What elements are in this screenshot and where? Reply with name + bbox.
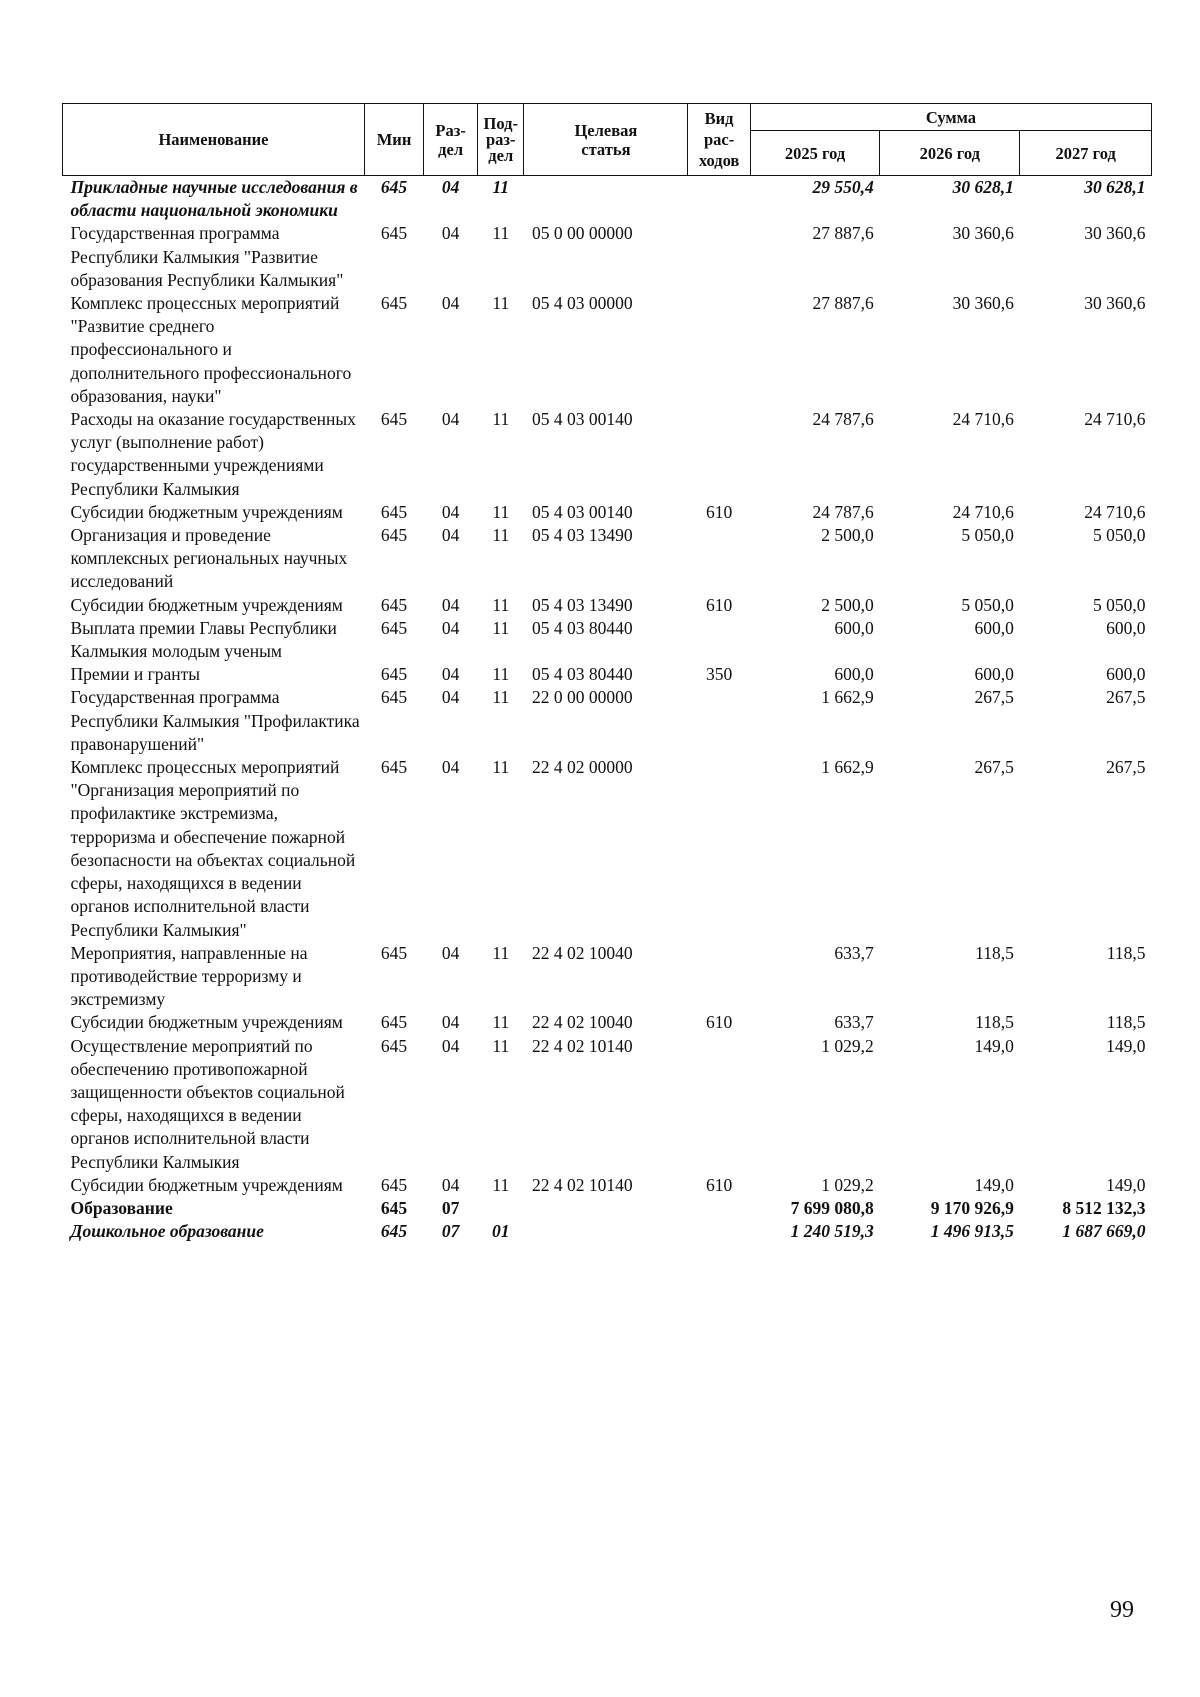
cell-sum-2026: 30 360,6	[952, 293, 1014, 314]
cell-name: Мероприятия, направленные на противодействие терроризму и экстремизму	[70, 942, 308, 1010]
cell-podrazdel: 11	[492, 525, 510, 546]
cell-name: Субсидии бюджетным учреждениям	[70, 1174, 343, 1195]
cell-sum-2027: 30 360,6	[1084, 223, 1146, 244]
cell-min: 645	[380, 1012, 408, 1033]
page-number: 99	[1110, 1597, 1134, 1623]
cell-min: 645	[380, 409, 408, 430]
cell-sum-2026: 5 050,0	[961, 594, 1014, 615]
cell-celevaya-statya: 22 4 02 00000	[531, 757, 633, 778]
cell-podrazdel: 11	[492, 223, 510, 244]
cell-celevaya-statya: 22 0 00 00000	[531, 687, 633, 708]
table-row	[63, 1197, 1152, 1220]
cell-vid-rashodov: 610	[705, 1012, 733, 1033]
cell-sum-2027: 8 512 132,3	[1062, 1197, 1146, 1218]
cell-celevaya-statya	[524, 176, 688, 223]
cell-name: Государственная программа Республики Калмыкия "Развитие образования Республики Калмыкия"	[70, 223, 344, 290]
cell-min: 645	[380, 1174, 408, 1195]
cell-vid-rashodov	[688, 524, 751, 594]
cell-min: 645	[380, 1197, 408, 1218]
table-body	[63, 176, 1152, 1244]
cell-razdel: 07	[441, 1197, 460, 1218]
cell-name: Осуществление мероприятий по обеспечению противопожарной защищенности объектов социальной сферы, находящихся в ведении органов исполнительной власти Республики Калмыкия	[70, 1035, 345, 1172]
cell-sum-2027: 267,5	[1106, 687, 1146, 708]
table-row	[63, 176, 1152, 223]
cell-celevaya-statya: 22 4 02 10040	[531, 942, 633, 963]
cell-sum-2025: 1 029,2	[821, 1174, 874, 1195]
cell-sum-2027: 267,5	[1106, 757, 1146, 778]
header-year-2026: 2026 год	[880, 131, 1020, 176]
budget-table	[62, 103, 1152, 1243]
cell-podrazdel	[478, 1197, 524, 1220]
cell-podrazdel: 11	[492, 594, 510, 615]
cell-razdel: 04	[441, 664, 460, 685]
cell-razdel: 04	[441, 617, 460, 638]
cell-celevaya-statya: 22 4 02 10140	[531, 1174, 633, 1195]
header-podrazdel: Под- раз- дел	[478, 104, 524, 176]
cell-sum-2027: 24 710,6	[1084, 409, 1146, 430]
cell-name: Выплата премии Главы Республики Калмыкия молодым ученым	[70, 617, 337, 662]
cell-name: Прикладные научные исследования в области национальной экономики	[70, 177, 358, 221]
cell-razdel: 04	[441, 223, 460, 244]
cell-sum-2027: 24 710,6	[1084, 501, 1146, 522]
cell-celevaya-statya: 22 4 02 10140	[531, 1035, 633, 1056]
cell-sum-2026: 267,5	[974, 687, 1014, 708]
cell-sum-2027: 118,5	[1106, 1012, 1146, 1033]
cell-min: 645	[380, 942, 408, 963]
cell-min: 645	[380, 293, 408, 314]
cell-podrazdel: 11	[492, 617, 510, 638]
cell-name: Премии и гранты	[70, 664, 201, 685]
header-summa: Сумма	[750, 104, 1151, 131]
cell-podrazdel: 11	[492, 757, 510, 778]
cell-podrazdel: 11	[492, 177, 510, 197]
cell-min: 645	[380, 1221, 408, 1242]
cell-sum-2026: 1 496 913,5	[930, 1221, 1014, 1242]
table-row	[63, 1011, 1152, 1034]
cell-razdel: 04	[441, 177, 460, 197]
table-row	[63, 292, 1152, 408]
table-row	[63, 663, 1152, 686]
cell-sum-2025: 24 787,6	[812, 501, 874, 522]
cell-podrazdel: 11	[492, 1035, 510, 1056]
cell-razdel: 04	[441, 942, 460, 963]
cell-sum-2025: 633,7	[834, 1012, 874, 1033]
cell-celevaya-statya: 05 4 03 80440	[531, 664, 633, 685]
header-year-2027: 2027 год	[1020, 131, 1152, 176]
cell-sum-2027: 118,5	[1106, 942, 1146, 963]
cell-name: Субсидии бюджетным учреждениям	[70, 594, 343, 615]
cell-min: 645	[380, 223, 408, 244]
cell-sum-2025: 600,0	[834, 617, 874, 638]
cell-sum-2025: 7 699 080,8	[790, 1197, 874, 1218]
header-min: Мин	[364, 104, 423, 176]
cell-vid-rashodov	[688, 1197, 751, 1220]
cell-name: Субсидии бюджетным учреждениям	[70, 501, 343, 522]
cell-sum-2027: 5 050,0	[1093, 525, 1146, 546]
cell-vid-rashodov	[688, 756, 751, 942]
cell-min: 645	[380, 617, 408, 638]
cell-name: Дошкольное образование	[70, 1221, 264, 1242]
cell-celevaya-statya: 22 4 02 10040	[531, 1012, 633, 1033]
cell-vid-rashodov	[688, 408, 751, 501]
table-row	[63, 501, 1152, 524]
cell-vid-rashodov: 610	[705, 501, 733, 522]
cell-sum-2026: 5 050,0	[961, 525, 1014, 546]
cell-razdel: 04	[441, 594, 460, 615]
table-row	[63, 222, 1152, 292]
cell-celevaya-statya	[524, 1197, 688, 1220]
cell-sum-2027: 149,0	[1106, 1035, 1146, 1056]
cell-vid-rashodov	[688, 617, 751, 663]
table-header	[63, 104, 1152, 176]
cell-sum-2025: 1 662,9	[821, 687, 874, 708]
cell-min: 645	[380, 525, 408, 546]
cell-podrazdel: 11	[492, 1174, 510, 1195]
cell-razdel: 07	[441, 1221, 460, 1242]
cell-podrazdel: 11	[492, 501, 510, 522]
cell-celevaya-statya: 05 4 03 00140	[531, 501, 633, 522]
cell-min: 645	[380, 1035, 408, 1056]
cell-sum-2026: 118,5	[975, 1012, 1014, 1033]
cell-sum-2026: 30 628,1	[952, 177, 1014, 197]
cell-name: Субсидии бюджетным учреждениям	[70, 1012, 343, 1033]
cell-celevaya-statya: 05 0 00 00000	[531, 223, 633, 244]
cell-vid-rashodov	[688, 942, 751, 1012]
cell-celevaya-statya	[524, 1220, 688, 1243]
cell-sum-2027: 30 360,6	[1084, 293, 1146, 314]
header-year-2025: 2025 год	[750, 131, 879, 176]
cell-sum-2025: 1 240 519,3	[790, 1221, 874, 1242]
cell-vid-rashodov	[688, 176, 751, 223]
table-row	[63, 1035, 1152, 1174]
cell-vid-rashodov: 610	[705, 594, 733, 615]
cell-sum-2025: 1 662,9	[821, 757, 874, 778]
cell-sum-2025: 1 029,2	[821, 1035, 874, 1056]
cell-razdel: 04	[441, 1035, 460, 1056]
table-row	[63, 408, 1152, 501]
cell-sum-2025: 633,7	[834, 942, 874, 963]
cell-sum-2027: 30 628,1	[1084, 177, 1146, 197]
cell-sum-2027: 600,0	[1106, 664, 1146, 685]
cell-podrazdel: 11	[492, 1012, 510, 1033]
header-name: Наименование	[63, 104, 365, 176]
cell-name: Образование	[70, 1197, 173, 1218]
cell-celevaya-statya: 05 4 03 13490	[531, 594, 633, 615]
table-row	[63, 756, 1152, 942]
cell-sum-2025: 600,0	[834, 664, 874, 685]
table-row	[63, 942, 1152, 1012]
table-row	[63, 686, 1152, 756]
cell-sum-2027: 1 687 669,0	[1062, 1221, 1146, 1242]
cell-podrazdel: 11	[492, 687, 510, 708]
cell-sum-2025: 29 550,4	[812, 177, 874, 197]
cell-sum-2026: 9 170 926,9	[930, 1197, 1014, 1218]
cell-vid-rashodov	[688, 292, 751, 408]
cell-vid-rashodov	[688, 1035, 751, 1174]
cell-name: Комплекс процессных мероприятий "Развитие среднего профессионального и дополнительного профессионального образования, науки"	[70, 293, 352, 406]
cell-sum-2025: 27 887,6	[812, 223, 874, 244]
cell-podrazdel: 11	[492, 409, 510, 430]
table-row	[63, 1220, 1152, 1243]
header-vid: Вид рас- ходов	[688, 104, 751, 176]
cell-razdel: 04	[441, 501, 460, 522]
table-row	[63, 1174, 1152, 1197]
cell-min: 645	[380, 687, 408, 708]
header-razdel: Раз- дел	[424, 104, 478, 176]
cell-razdel: 04	[441, 687, 460, 708]
cell-min: 645	[380, 594, 408, 615]
cell-min: 645	[380, 757, 408, 778]
cell-sum-2026: 600,0	[974, 664, 1014, 685]
cell-sum-2026: 149,0	[974, 1174, 1014, 1195]
cell-sum-2026: 24 710,6	[952, 409, 1014, 430]
cell-sum-2025: 2 500,0	[821, 525, 874, 546]
cell-sum-2026: 118,5	[975, 942, 1014, 963]
cell-sum-2026: 267,5	[974, 757, 1014, 778]
cell-sum-2025: 2 500,0	[821, 594, 874, 615]
cell-vid-rashodov	[688, 686, 751, 756]
cell-sum-2027: 5 050,0	[1093, 594, 1146, 615]
cell-podrazdel: 11	[492, 293, 510, 314]
cell-min: 645	[380, 177, 408, 197]
cell-celevaya-statya: 05 4 03 00000	[531, 293, 633, 314]
cell-name: Расходы на оказание государственных услуг (выполнение работ) государственными учреждениями Республики Калмыкия	[70, 409, 356, 499]
cell-razdel: 04	[441, 409, 460, 430]
cell-podrazdel: 11	[492, 942, 510, 963]
cell-name: Государственная программа Республики Калмыкия "Профилактика правонарушений"	[70, 687, 360, 754]
cell-sum-2026: 24 710,6	[952, 501, 1014, 522]
cell-vid-rashodov	[688, 222, 751, 292]
cell-razdel: 04	[441, 1174, 460, 1195]
cell-celevaya-statya: 05 4 03 80440	[531, 617, 633, 638]
cell-vid-rashodov: 610	[705, 1174, 733, 1195]
cell-razdel: 04	[441, 525, 460, 546]
table-row	[63, 524, 1152, 594]
cell-name: Комплекс процессных мероприятий "Организация мероприятий по профилактике экстремизма, терроризма и обеспечение пожарной безопасности на объектах социальной сферы, находящихся в ведении органов исполнительной власти Республики Калмыкия"	[70, 757, 356, 940]
header-celevaya: Целевая статья	[524, 104, 688, 176]
cell-sum-2025: 27 887,6	[812, 293, 874, 314]
cell-min: 645	[380, 501, 408, 522]
cell-podrazdel: 01	[492, 1221, 510, 1242]
cell-sum-2027: 149,0	[1106, 1174, 1146, 1195]
cell-razdel: 04	[441, 757, 460, 778]
cell-razdel: 04	[441, 293, 460, 314]
cell-sum-2026: 149,0	[974, 1035, 1014, 1056]
cell-sum-2026: 30 360,6	[952, 223, 1014, 244]
cell-sum-2025: 24 787,6	[812, 409, 874, 430]
cell-sum-2027: 600,0	[1106, 617, 1146, 638]
cell-vid-rashodov: 350	[705, 664, 733, 685]
cell-celevaya-statya: 05 4 03 00140	[531, 409, 633, 430]
cell-celevaya-statya: 05 4 03 13490	[531, 525, 633, 546]
cell-vid-rashodov	[688, 1220, 751, 1243]
cell-podrazdel: 11	[492, 664, 510, 685]
cell-name: Организация и проведение комплексных региональных научных исследований	[70, 525, 348, 592]
table-row	[63, 594, 1152, 617]
cell-sum-2026: 600,0	[974, 617, 1014, 638]
cell-min: 645	[380, 664, 408, 685]
table-row	[63, 617, 1152, 663]
cell-razdel: 04	[441, 1012, 460, 1033]
